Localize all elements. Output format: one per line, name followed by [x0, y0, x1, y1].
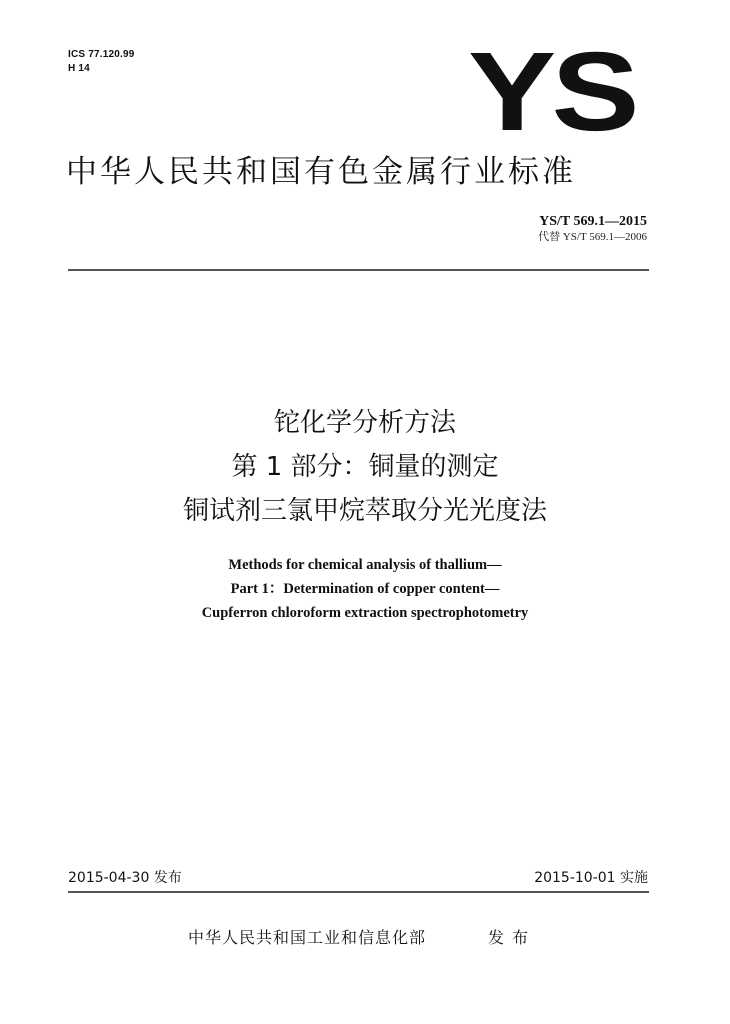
ics-code: ICS 77.120.99 — [68, 49, 135, 60]
chinese-title-line-3: 铜试剂三氯甲烷萃取分光光度法 — [182, 496, 547, 526]
issue-date: 2015-04-30 发布 — [68, 870, 182, 886]
chinese-title-line-2: 第 1 部分：铜量的测定 — [231, 452, 499, 482]
footer-divider — [68, 891, 649, 893]
ccs-code: H 14 — [68, 63, 90, 74]
english-title-line-2: Part 1：Determination of copper content— — [230, 581, 500, 597]
english-title-line-3: Cupferron chloroform extraction spectrophotometry — [201, 605, 529, 621]
issue-label: 发布 — [488, 928, 537, 947]
standard-category-title: 中华人民共和国有色金属行业标准 — [66, 154, 576, 190]
chinese-title — [65, 401, 665, 533]
chinese-title-line-1: 铊化学分析方法 — [273, 408, 456, 438]
ys-logo: YS — [468, 29, 635, 154]
replaced-standard: 代替 YS/T 569.1—2006 — [538, 231, 647, 243]
implementation-date: 2015-10-01 实施 — [534, 870, 648, 886]
header-divider — [68, 269, 649, 271]
english-title — [65, 553, 665, 625]
standard-number: YS/T 569.1—2015 — [539, 214, 647, 229]
classification-codes — [68, 48, 135, 76]
issuing-authority: 中华人民共和国工业和信息化部 — [188, 928, 427, 947]
english-title-line-1: Methods for chemical analysis of thallium— — [228, 557, 502, 573]
